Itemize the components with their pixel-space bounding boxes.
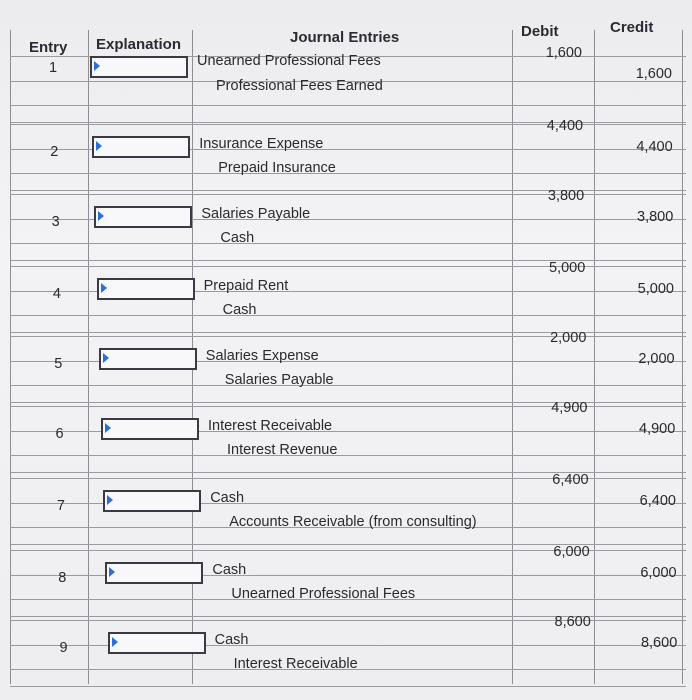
entry-number: 4 (52, 286, 61, 302)
credit-account-label: Cash (222, 302, 257, 318)
entry-number: 9 (59, 640, 68, 656)
entry-number: 5 (54, 356, 63, 372)
grid-line-right (682, 30, 683, 684)
debit-account-label: Cash (212, 562, 247, 578)
credit-amount: 2,000 (638, 351, 675, 367)
entry-number: 3 (51, 214, 60, 230)
explanation-dropdown[interactable] (90, 56, 188, 78)
credit-account-label: Accounts Receivable (from consulting) (229, 514, 477, 530)
credit-amount: 4,400 (636, 139, 673, 155)
dropdown-arrow-icon (94, 61, 100, 71)
grid-line-debit (594, 30, 595, 684)
dropdown-arrow-icon (98, 211, 104, 221)
explanation-dropdown[interactable] (92, 136, 190, 158)
entry-number: 1 (48, 60, 58, 76)
credit-account-label: Unearned Professional Fees (231, 586, 416, 602)
debit-account-label: Salaries Expense (205, 348, 319, 364)
grid-row-line (10, 105, 686, 106)
entry-number: 2 (50, 144, 59, 160)
credit-account-label: Salaries Payable (224, 372, 334, 388)
grid-line-left (10, 30, 11, 684)
dropdown-arrow-icon (101, 283, 107, 293)
credit-amount: 3,800 (637, 209, 674, 225)
header-explanation: Explanation (96, 36, 182, 53)
explanation-dropdown[interactable] (99, 348, 197, 370)
debit-amount: 5,000 (549, 260, 586, 276)
debit-amount: 6,000 (553, 544, 590, 560)
debit-amount: 4,900 (551, 400, 588, 416)
dropdown-arrow-icon (112, 637, 118, 647)
grid-row-line (10, 122, 686, 123)
debit-account-label: Prepaid Rent (203, 278, 289, 294)
explanation-dropdown[interactable] (108, 632, 206, 654)
credit-account-label: Interest Revenue (227, 442, 338, 458)
entry-number: 8 (58, 570, 67, 586)
debit-amount: 1,600 (545, 45, 582, 61)
grid-row-line (10, 315, 686, 316)
debit-account-label: Insurance Expense (199, 136, 324, 152)
dropdown-arrow-icon (107, 495, 113, 505)
explanation-dropdown[interactable] (105, 562, 203, 584)
grid-row-line (10, 686, 686, 687)
grid-row-line (10, 173, 686, 174)
credit-account-label: Cash (220, 230, 255, 246)
debit-account-label: Cash (214, 632, 249, 648)
explanation-dropdown[interactable] (101, 418, 199, 440)
grid-row-line (10, 385, 686, 386)
entry-number: 6 (55, 426, 64, 442)
credit-account-label: Prepaid Insurance (218, 160, 336, 176)
explanation-dropdown[interactable] (103, 490, 201, 512)
credit-amount: 5,000 (637, 281, 674, 297)
header-debit: Debit (521, 23, 559, 40)
debit-account-label: Salaries Payable (201, 206, 311, 222)
debit-amount: 4,400 (546, 118, 584, 134)
credit-amount: 6,000 (640, 565, 677, 581)
debit-amount: 3,800 (547, 188, 585, 204)
header-journal-entries: Journal Entries (290, 29, 400, 46)
debit-amount: 8,600 (554, 614, 591, 630)
grid-row-line (10, 124, 686, 125)
dropdown-arrow-icon (96, 141, 102, 151)
credit-amount: 1,600 (635, 66, 672, 82)
grid-row-line (10, 194, 686, 195)
explanation-dropdown[interactable] (94, 206, 192, 228)
explanation-dropdown[interactable] (97, 278, 195, 300)
credit-amount: 6,400 (639, 493, 676, 509)
debit-account-label: Interest Receivable (208, 418, 333, 434)
debit-account-label: Unearned Professional Fees (197, 53, 381, 69)
dropdown-arrow-icon (109, 567, 115, 577)
grid-row-line (10, 243, 686, 244)
credit-amount: 8,600 (640, 635, 678, 651)
header-credit: Credit (610, 19, 654, 36)
header-entry: Entry (29, 39, 68, 56)
credit-account-label: Interest Receivable (233, 656, 358, 672)
credit-account-label: Professional Fees Earned (216, 78, 383, 94)
grid-line-entry (88, 30, 89, 684)
dropdown-arrow-icon (105, 423, 111, 433)
debit-account-label: Cash (210, 490, 245, 506)
dropdown-arrow-icon (103, 353, 109, 363)
entry-number: 7 (56, 498, 65, 514)
debit-amount: 6,400 (552, 472, 589, 488)
debit-amount: 2,000 (550, 330, 587, 346)
grid-row-line (10, 455, 686, 456)
credit-amount: 4,900 (639, 421, 676, 437)
grid-row-line (10, 190, 686, 191)
